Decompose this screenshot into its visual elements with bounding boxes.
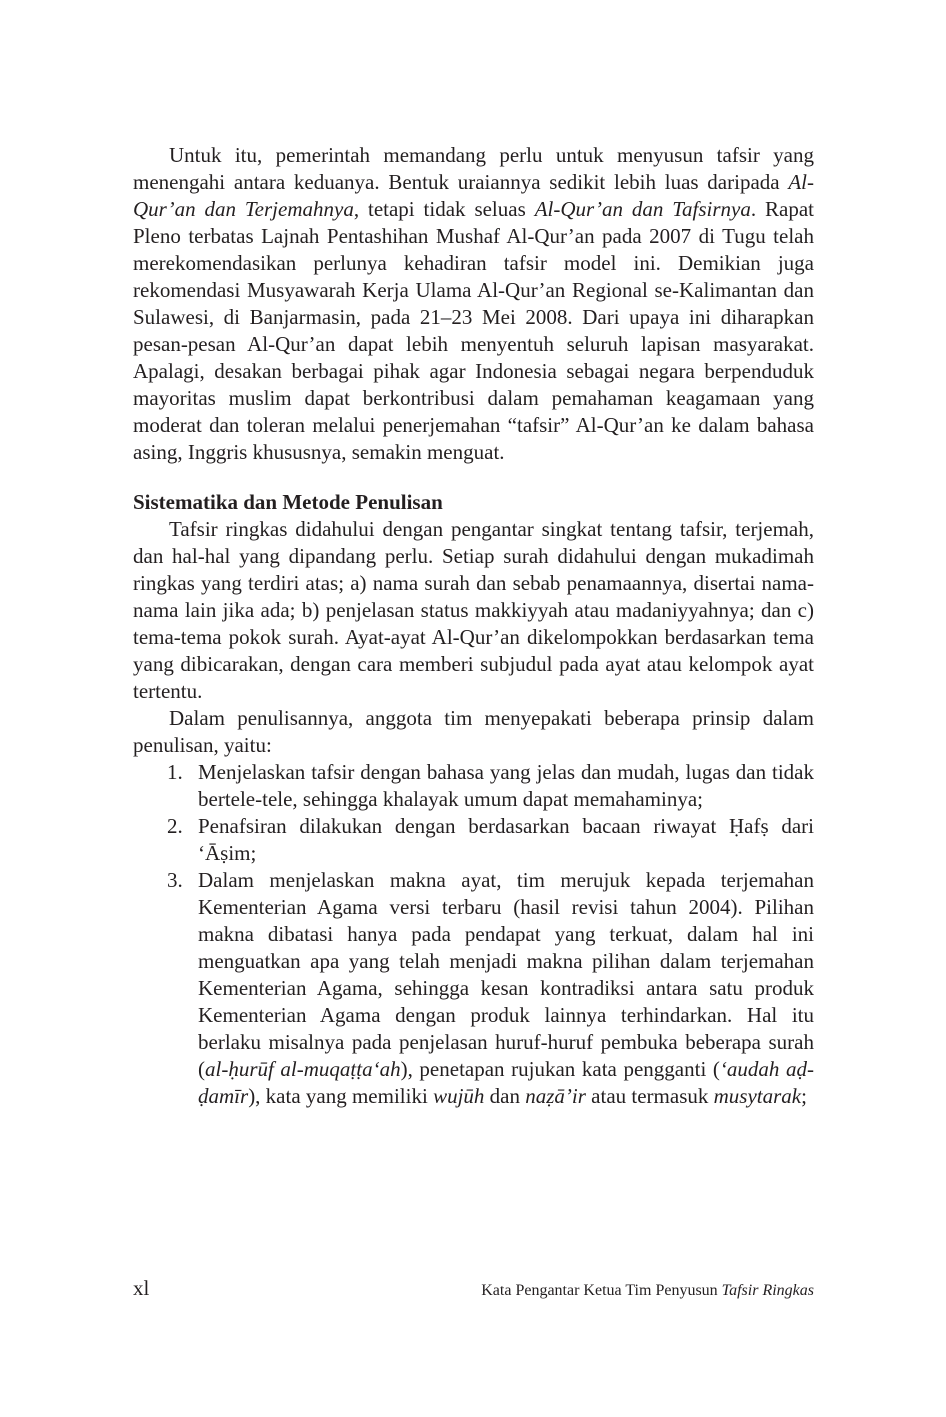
page-footer [133, 1276, 814, 1306]
page-body [133, 142, 814, 1110]
running-head: Kata Pengantar Ketua Tim Penyusun Tafsir Ringkas [481, 1282, 814, 1299]
list-item: 1. Menjelaskan tafsir dengan bahasa yang jelas dan mudah, lugas dan tidak bertele-tele, sehingga khalayak umum dapat memahaminya; [167, 760, 814, 811]
list-number: 2. [167, 814, 183, 838]
page-number: xl [133, 1276, 150, 1300]
principles-list [133, 759, 814, 1110]
paragraph-systematics: Tafsir ringkas didahului dengan pengantar singkat tentang tafsir, terjemah, dan hal-hal yang dipandang perlu. Setiap surah didahului dengan mukadimah ringkas yang terdiri atas; a) nama surah dan sebab penamaannya, disertai nama-nama lain jika ada; b) penjelasan status makkiyyah atau madaniyyahnya; dan c) tema-tema pokok surah. Ayat-ayat Al-Qur’an dikelompokkan berdasarkan tema yang dibicarakan, dengan cara memberi subjudul pada ayat atau kelompok ayat tertentu. [133, 517, 814, 703]
list-item: 2. Penafsiran dilakukan dengan berdasarkan bacaan riwayat Ḥafṣ dari ‘Āṣim; [167, 814, 814, 865]
book-title-terjemahnya: Al-Qur’an dan Terjemahnya [133, 170, 814, 221]
list-item: 3. Dalam menjelaskan makna ayat, tim merujuk kepada terjemahan Kementerian Agama versi terbaru (hasil revisi tahun 2004). Pilihan makna dibatasi hanya pada pendapat yang terkuat, dalam hal ini menguatkan apa yang telah menjadi makna pilihan dalam terjemahan Kementerian Agama, sehingga kesan kontradiksi antara satu produk Kementerian Agama dengan produk lainnya terhindarkan. Hal itu berlaku misalnya pada penjelasan huruf-huruf pembuka beberapa surah (al-ḥurūf al-muqaṭṭa‘ah), penetapan rujukan kata pengganti (‘audah aḍ-ḍamīr), kata yang memiliki wujūh dan naẓā’ir atau termasuk musytarak; [167, 868, 814, 1108]
paragraph-principles-intro: Dalam penulisannya, anggota tim menyepakati beberapa prinsip dalam penulisan, yaitu: [133, 706, 814, 757]
list-number: 3. [167, 868, 183, 892]
section-heading: Sistematika dan Metode Penulisan [133, 490, 443, 514]
list-number: 1. [167, 760, 183, 784]
paragraph-intro: Untuk itu, pemerintah memandang perlu untuk menyusun tafsir yang menengahi antara keduanya. Bentuk uraiannya sedikit lebih luas daripada Al-Qur’an dan Terjemahnya, tetapi tidak seluas Al-Qur’an dan Tafsirnya. Rapat Pleno terbatas Lajnah Pentashihan Mushaf Al-Qur’an pada 2007 di Tugu telah merekomendasikan perlunya kehadiran tafsir model ini. Demikian juga rekomendasi Musyawarah Kerja Ulama Al-Qur’an Regional se-Kalimantan dan Sulawesi, di Banjarmasin, pada 21–23 Mei 2008. Dari upaya ini diharapkan pesan-pesan Al-Qur’an dapat lebih menyentuh seluruh lapisan masyarakat. Apalagi, desakan berbagai pihak agar Indonesia sebagai negara berpenduduk mayoritas muslim dapat berkontribusi dalam pemahaman keagamaan yang moderat dan toleran melalui penerjemahan “tafsir” Al-Qur’an ke dalam bahasa asing, Inggris khususnya, semakin menguat. [133, 143, 815, 464]
book-title-tafsirnya: Al-Qur’an dan Tafsirnya [534, 197, 751, 221]
